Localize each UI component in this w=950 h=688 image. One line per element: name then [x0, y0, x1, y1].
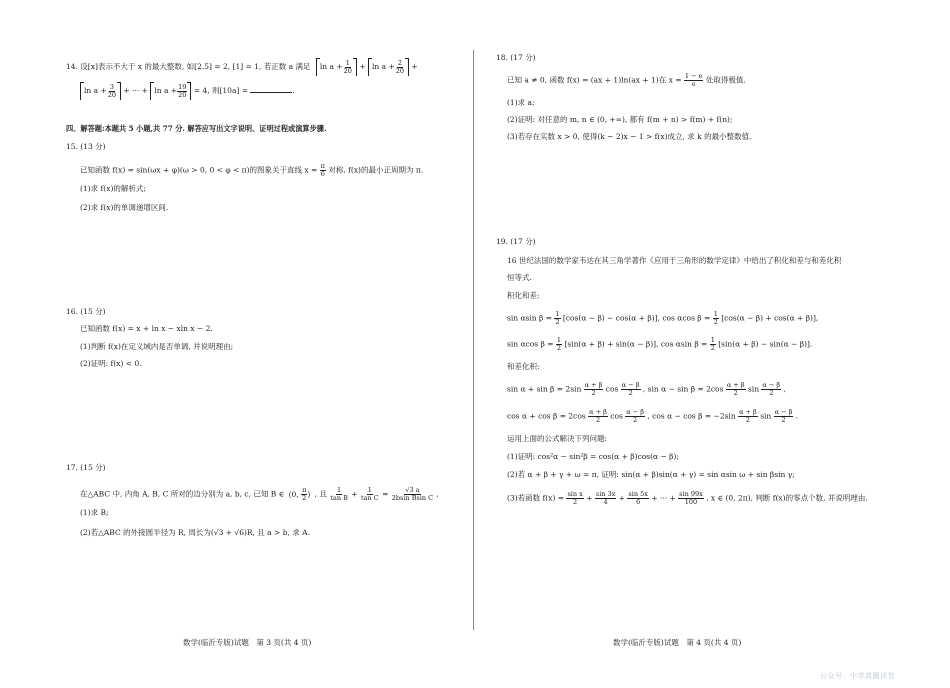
q14-b3-frac [107, 84, 117, 99]
section4-title: 四、解答题:本题共 5 小题,共 77 分. 解答应写出文字说明、证明过程或演算步骤. [66, 124, 327, 133]
q14-b1-num: 1 [345, 58, 350, 67]
q19-pts1-c: [cos(α − β) + cos(α + β)], [721, 313, 819, 323]
q19-half-2-den: 2 [713, 318, 718, 326]
right-footer: 数学(临沂专版)试题 第 4 页(共 4 页) [613, 638, 742, 647]
q14-b1-frac [343, 60, 353, 75]
q14-b2-num: 2 [397, 58, 402, 67]
q19-sub1: 积化和差: [507, 291, 540, 300]
q19-sp-frac-4 [761, 382, 781, 397]
q17-part1: (1)求 B; [80, 508, 109, 517]
left-footer: 数学(临沂专版)试题 第 3 页(共 4 页) [183, 638, 312, 647]
q19-half-2-num: 1 [713, 310, 718, 318]
q19-stp1-c: , sin α − sin β = 2cos [642, 384, 724, 394]
q14-b4-den: 20 [178, 90, 187, 99]
q19-use: 运用上面的公式解决下列问题: [507, 434, 608, 443]
q19-term-3 [627, 491, 648, 506]
q19-p3-a: (3)若函数 f(x) = [507, 493, 565, 503]
q18-stem-b: 处取得极值. [705, 75, 746, 85]
q15-header: 15. (13 分) [66, 142, 106, 151]
q17-part2: (2)若△ABC 的外接圆半径为 R, 周长为(√3 + √6)R, 且 a > b, 求 A. [80, 528, 310, 537]
q19-cp-frac-4 [774, 409, 794, 424]
q19-sp-frac-3 [726, 382, 746, 397]
q17-f1-num: 1 [337, 486, 342, 494]
q19-half-4 [710, 337, 716, 352]
q19-sp2-den: 2 [628, 389, 633, 397]
q19-stp2-e: . [795, 411, 799, 421]
q14-bracket-3 [80, 82, 121, 100]
q19-sp4-den: 2 [769, 389, 774, 397]
q18-part3: (3)若存在实数 x > 0, 使得(k − 2)x − 1 > f(x)成立, 求 k 的最小整数值. [507, 132, 752, 141]
q14-plus-1: + [359, 62, 366, 71]
q19-cp1-num: α + β [589, 408, 607, 416]
q14-b4-num: 19 [178, 82, 187, 91]
q14-b4-frac [177, 84, 187, 99]
q14-b3-pre: ln a + [84, 86, 107, 95]
q19-sp-frac-1 [584, 382, 604, 397]
q19-sp3-den: 2 [733, 389, 738, 397]
q19-pts2-a: sin αcos β = [507, 339, 554, 349]
q19-half-4-den: 2 [710, 344, 715, 352]
q19-pts2-c: [sin(α + β) − sin(α − β)]. [718, 339, 813, 349]
q15-frac-den: 6 [320, 170, 325, 178]
q19-p3-plus-1: + [586, 493, 593, 503]
q14-b1-den: 20 [343, 66, 352, 75]
q15-stem-b: 对称, f(x)的最小正周期为 π. [328, 165, 424, 175]
right-page [475, 0, 950, 688]
q19-sp4-num: α − β [762, 381, 781, 389]
q14-bracket-1 [316, 58, 357, 76]
q15-stem-a: 已知函数 f(x) = sin(ωx + φ)(ω > 0, 0 < φ < π)的图象关于直线 x = [80, 165, 318, 175]
q18-frac-num: 1 − e [684, 72, 703, 80]
q19-p3-plus-2: + [618, 493, 626, 503]
q14-line2 [80, 82, 295, 100]
q19-stp2-d: sin [760, 411, 772, 421]
q19-t4-num: sin 99x [679, 490, 703, 498]
q14-dots: + ··· + [123, 86, 148, 95]
q19-cp3-den: 2 [745, 416, 750, 424]
q15-frac-num: π [320, 162, 325, 170]
q19-stp1-a: sin α + sin β = 2sin [507, 384, 582, 394]
q19-t4-den: 100 [684, 498, 698, 506]
q19-term-1 [566, 491, 583, 506]
q19-stp2-b: cos [610, 411, 623, 421]
q19-term-4 [678, 491, 704, 506]
q19-half-1-num: 1 [555, 310, 560, 318]
q19-part1: (1)证明: cos²α − sin²β = cos(α + β)cos(α − β); [507, 452, 679, 461]
q18-part2: (2)证明: 对任意的 m, n ∈ (0, +∞), 都有 f(m + n) > f(m) + f(n); [507, 115, 733, 124]
q14-line1 [66, 58, 418, 76]
q19-stp-line1 [507, 382, 786, 397]
q19-cp3-num: α + β [739, 408, 757, 416]
q18-header: 18. (17 分) [496, 53, 536, 62]
q19-sp-frac-2 [621, 382, 641, 397]
q19-cp-frac-1 [588, 409, 608, 424]
q19-cp4-den: 2 [781, 416, 786, 424]
q16-stem: 已知函数 f(x) = x + ln x − xln x − 2. [80, 324, 213, 333]
q14-b2-frac [395, 60, 405, 75]
q19-t2-den: 4 [603, 498, 608, 506]
q15-part2: (2)求 f(x)的单调递增区间. [80, 203, 169, 212]
q19-t1-num: sin x [567, 490, 583, 498]
q14-b3-den: 20 [107, 90, 117, 99]
q19-t3-den: 6 [636, 498, 641, 506]
q19-sp2-num: α − β [621, 381, 640, 389]
q19-sp1-den: 2 [591, 389, 596, 397]
q19-stp1-d: sin [747, 384, 760, 394]
q15-frac [320, 163, 326, 178]
q17-header: 17. (15 分) [66, 463, 106, 472]
q17-stem-a: 在△ABC 中, 内角 A, B, C 所对的边分别为 a, b, c, 已知 B ∈ [80, 489, 285, 499]
q18-stem [507, 73, 746, 88]
q17-frac-3 [391, 487, 434, 502]
q17-frac-2 [360, 487, 380, 502]
q17-int-frac [301, 487, 307, 502]
q17-eq: = [382, 489, 389, 499]
q14-bracket-4 [150, 82, 191, 100]
q19-stp1-e: , [783, 384, 786, 394]
q17-f2-num: 1 [367, 486, 372, 494]
q14-stem: 14. 设[x]表示不大于 x 的最大整数, 如[2.5] = 2, [1] = 1, 若正数 a 满足 [66, 62, 311, 71]
q17-frac-1 [329, 487, 349, 502]
q15-part1: (1)求 f(x)的解析式; [80, 184, 146, 193]
q19-half-1-den: 2 [555, 318, 560, 326]
q19-t2-num: sin 3x [595, 490, 616, 498]
q19-pts-line1 [507, 311, 818, 326]
q19-t3-num: sin 5x [628, 490, 648, 498]
q19-cp-frac-3 [738, 409, 758, 424]
q19-term-2 [595, 491, 616, 506]
q19-half-3-num: 1 [556, 336, 562, 344]
q15-stem [80, 163, 423, 178]
q19-sp3-num: α + β [726, 381, 745, 389]
q17-f3-num: √3 a [405, 486, 420, 494]
q19-part2: (2)若 α + β + γ + ω = π, 证明: sin(α + β)sin(α + γ) = sin αsin ω + sin βsin γ; [507, 470, 795, 479]
q14-b3-num: 3 [109, 82, 114, 91]
q16-part1: (1)判断 f(x)在定义域内是否单调, 并说明理由; [80, 342, 234, 351]
q19-p3-b: , x ∈ (0, 2π), 判断 f(x)的零点个数, 并说明理由. [706, 493, 868, 503]
q19-cp4-num: α − β [774, 408, 793, 416]
q14-b4-pre: ln a + [154, 86, 178, 95]
q19-pts1-a: sin αsin β = [507, 313, 552, 323]
q19-intro-2: 恒等式. [507, 273, 532, 282]
q18-stem-a: 已知 a ≠ 0, 函数 f(x) = (ax + 1)ln(ax + 1)在 x = [507, 75, 682, 85]
q19-p3-dots: + ··· + [651, 493, 676, 503]
q16-header: 16. (15 分) [66, 307, 106, 316]
q17-stem-b: , 且 [314, 489, 327, 499]
q19-part3 [507, 491, 868, 506]
q14-end: = 4, 则[10a] = [193, 86, 249, 95]
q14-answer-blank [250, 84, 295, 95]
q19-stp2-a: cos α + cos β = 2cos [507, 411, 586, 421]
q19-half-1 [554, 311, 560, 326]
q19-intro-1: 16 世纪法国的数学家韦达在其三角学著作《应用于三角形的数学定律》中给出了积化和差与和差化积 [507, 256, 842, 265]
q17-stem-end: , [436, 489, 439, 499]
q19-half-4-num: 1 [710, 336, 715, 344]
q19-half-3 [556, 337, 562, 352]
q18-frac [684, 73, 704, 88]
q19-cp2-num: α − β [626, 408, 644, 416]
q19-pts1-b: [cos(α − β) − cos(α + β)], cos αcos β = [562, 313, 711, 323]
q19-stp2-c: , cos α − cos β = −2sin [647, 411, 736, 421]
q19-sub2: 和差化积: [507, 362, 540, 371]
q17-int-den: 2 [302, 494, 307, 502]
q14-b2-den: 20 [395, 66, 405, 75]
q17-interval: ( 0, $\frac{\pi}{2}$ ) [288, 486, 311, 502]
q17-f1-den: tan B [330, 494, 348, 502]
q14-b1-pre: ln a + [319, 62, 343, 71]
watermark-text: 公众号：中学真题试卷 [820, 672, 895, 680]
q17-int-num: π [302, 486, 307, 494]
q19-pts-line2 [507, 337, 812, 352]
q19-cp2-den: 2 [633, 416, 638, 424]
q19-stp-line2 [507, 409, 798, 424]
q14-bracket-2 [368, 58, 409, 76]
q19-half-2 [713, 311, 719, 326]
q14-tail: . [292, 86, 295, 95]
q16-part2: (2)证明: f(x) < 0. [80, 359, 142, 368]
q18-frac-den: e [691, 80, 696, 88]
q19-cp1-den: 2 [595, 416, 601, 424]
q19-sp1-num: α + β [584, 381, 603, 389]
q17-int-pre: 0, [291, 489, 299, 499]
q19-pts2-b: [sin(α + β) + sin(α − β)], cos αsin β = [564, 339, 708, 349]
q18-part1: (1)求 a; [507, 98, 535, 107]
q14-b2-pre: ln a + [372, 62, 395, 71]
q19-cp-frac-2 [625, 409, 645, 424]
q19-t1-den: 2 [573, 498, 578, 506]
q17-f2-den: tan C [360, 494, 379, 502]
q14-plus-2: + [411, 62, 418, 71]
q17-plus: + [351, 489, 358, 499]
q19-half-3-den: 2 [556, 344, 562, 352]
q17-f3-den: 2bsin Bsin C [391, 494, 434, 502]
q19-stp1-b: cos [605, 384, 619, 394]
q17-stem [80, 487, 439, 502]
q19-header: 19. (17 分) [496, 237, 536, 246]
